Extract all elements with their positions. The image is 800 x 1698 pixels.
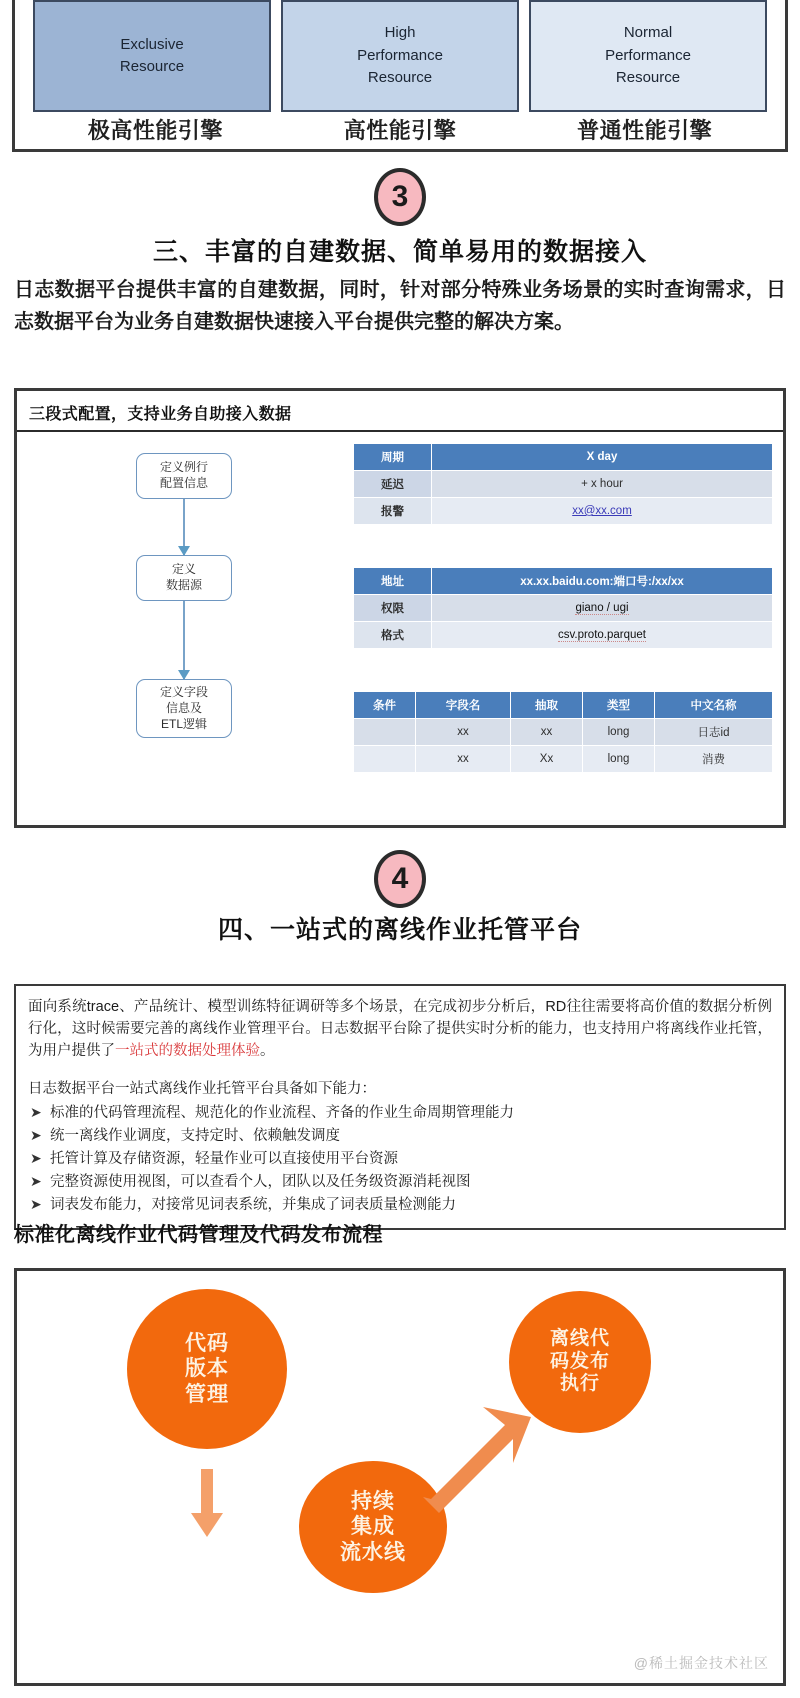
format-value: csv.proto.parquet xyxy=(557,629,646,641)
three-stage-config-figure xyxy=(14,388,786,828)
engine-box-row xyxy=(15,0,785,112)
flow-arrow-2 xyxy=(183,601,185,679)
section-title-3: 三、丰富的自建数据、简单易用的数据接入 xyxy=(152,238,647,266)
capabilities-info-box xyxy=(14,984,786,1230)
table-c-r0c3: long xyxy=(583,719,655,746)
table-c-col-1: 字段名 xyxy=(416,692,511,719)
table-c-r0c0 xyxy=(354,719,416,746)
circle-code-version-management: 代码 版本 管理 xyxy=(127,1289,287,1449)
list-item xyxy=(28,1125,772,1147)
table-c-r1c2: Xx xyxy=(511,746,583,773)
engine-box-normal-performance xyxy=(529,0,767,112)
table-row xyxy=(354,444,773,471)
list-item-label: 词表发布能力，对接常见词表系统，并集成了词表质量检测能力 xyxy=(50,1197,456,1214)
engine-caption-row xyxy=(15,114,785,145)
section4-paragraph xyxy=(28,996,772,1062)
list-item-label: 统一离线作业调度，支持定时、依赖触发调度 xyxy=(50,1128,340,1145)
arrow-bullet-icon: ➤ xyxy=(30,1196,42,1213)
table-c-r1c0 xyxy=(354,746,416,773)
section4-paragraph-highlight: 一站式的数据处理体验 xyxy=(115,1043,260,1060)
list-item-label: 完整资源使用视图，可以查看个人，团队以及任务级资源消耗视图 xyxy=(50,1174,471,1191)
table-b-row1-label: 格式 xyxy=(354,622,432,649)
engine-caption-3: 普通性能引擎 xyxy=(577,118,713,143)
section4-paragraph-post: 。 xyxy=(260,1043,275,1060)
engine-tier-strip xyxy=(12,0,788,152)
capabilities-list xyxy=(28,1102,772,1216)
table-b-row0-value xyxy=(432,595,773,622)
engine-box-normal-performance-label: Normal Performance Resource xyxy=(605,24,691,87)
engine-box-high-performance xyxy=(281,0,519,112)
figure-title: 三段式配置，支持业务自助接入数据 xyxy=(29,406,292,423)
flow-node-data-source: 定义 数据源 xyxy=(136,555,232,601)
engine-caption-2: 高性能引擎 xyxy=(343,118,457,143)
flow-arrow-1 xyxy=(183,499,185,555)
list-item xyxy=(28,1148,772,1170)
table-row xyxy=(354,622,773,649)
table-c-col-0: 条件 xyxy=(354,692,416,719)
table-b-row0-label: 权限 xyxy=(354,595,432,622)
engine-box-high-performance-label: High Performance Resource xyxy=(357,24,443,87)
list-item-label: 标准的代码管理流程、规范化的作业流程、齐备的作业生命周期管理能力 xyxy=(50,1105,514,1122)
section-badge-4: 4 xyxy=(374,850,426,908)
table-row xyxy=(354,471,773,498)
table-c-col-3: 类型 xyxy=(583,692,655,719)
section-body-3: 日志数据平台提供丰富的自建数据，同时，针对部分特殊业务场景的实时查询需求，日志数据平台为业务自建数据快速接入平台提供完整的解决方案。 xyxy=(14,279,786,334)
table-b-row1-value xyxy=(432,622,773,649)
code-release-flow-diagram xyxy=(14,1268,786,1686)
section-badge-3: 3 xyxy=(374,168,426,226)
table-c-r0c1: xx xyxy=(416,719,511,746)
engine-box-exclusive xyxy=(33,0,271,112)
figure-title-divider xyxy=(17,430,783,432)
config-table-address xyxy=(353,567,773,649)
list-item-label: 托管计算及存储资源，轻量作业可以直接使用平台资源 xyxy=(50,1151,398,1168)
table-a-header-label: 周期 xyxy=(354,444,432,471)
table-row xyxy=(354,498,773,525)
table-row xyxy=(354,568,773,595)
config-table-fields xyxy=(353,691,773,773)
table-row xyxy=(354,719,773,746)
arrow-up-right-icon xyxy=(417,1401,537,1521)
arrow-bullet-icon: ➤ xyxy=(30,1173,42,1190)
table-header-row xyxy=(354,692,773,719)
engine-box-exclusive-label: Exclusive Resource xyxy=(119,35,185,75)
engine-caption-1: 极高性能引擎 xyxy=(87,118,223,143)
flow-node-routine-config: 定义例行 配置信息 xyxy=(136,453,232,499)
arrow-down-icon xyxy=(189,1469,225,1539)
table-c-r0c4: 日志id xyxy=(655,719,773,746)
capabilities-intro: 日志数据平台一站式离线作业托管平台具备如下能力： xyxy=(28,1081,376,1098)
table-a-header-value: X day xyxy=(432,444,773,471)
watermark: @稀土掘金技术社区 xyxy=(633,1655,769,1671)
table-c-r1c3: long xyxy=(583,746,655,773)
circle-ci-pipeline: 持续 集成 流水线 xyxy=(299,1461,447,1593)
table-a-row0-value: + x hour xyxy=(432,471,773,498)
flow-node-field-etl: 定义字段 信息及 ETL逻辑 xyxy=(136,679,232,738)
arrow-bullet-icon: ➤ xyxy=(30,1127,42,1144)
list-item xyxy=(28,1171,772,1193)
table-a-row1-label: 报警 xyxy=(354,498,432,525)
section4-paragraph-pre: 面向系统trace、产品统计、模型训练特征调研等多个场景，在完成初步分析后，RD往往需要将高价值的数据分析例行化，这时候需要完善的离线作业管理平台。日志数据平台除了提供实时分析的能力，也支持用户将离线作业托管，为用户提供了 xyxy=(28,999,772,1060)
config-flow-chart xyxy=(109,453,259,738)
arrow-bullet-icon: ➤ xyxy=(30,1150,42,1167)
table-c-r1c1: xx xyxy=(416,746,511,773)
permission-value: giano / ugi xyxy=(575,602,629,614)
table-c-r0c2: xx xyxy=(511,719,583,746)
list-item xyxy=(28,1102,772,1124)
table-c-col-2: 抽取 xyxy=(511,692,583,719)
table-row xyxy=(354,746,773,773)
section-title-4: 四、一站式的离线作业托管平台 xyxy=(217,916,582,944)
circle-offline-code-release: 离线代 码发布 执行 xyxy=(509,1291,651,1433)
table-b-header-value: xx.xx.baidu.com:端口号:/xx/xx xyxy=(432,568,773,595)
alert-email-link[interactable]: xx@xx.com xyxy=(572,505,632,517)
table-c-r1c4: 消费 xyxy=(655,746,773,773)
subsection-heading: 标准化离线作业代码管理及代码发布流程 xyxy=(14,1224,383,1246)
table-a-row0-label: 延迟 xyxy=(354,471,432,498)
table-c-col-4: 中文名称 xyxy=(655,692,773,719)
table-row xyxy=(354,595,773,622)
table-a-row1-value xyxy=(432,498,773,525)
table-b-header-label: 地址 xyxy=(354,568,432,595)
arrow-bullet-icon: ➤ xyxy=(30,1104,42,1121)
config-table-period xyxy=(353,443,773,525)
list-item xyxy=(28,1194,772,1216)
